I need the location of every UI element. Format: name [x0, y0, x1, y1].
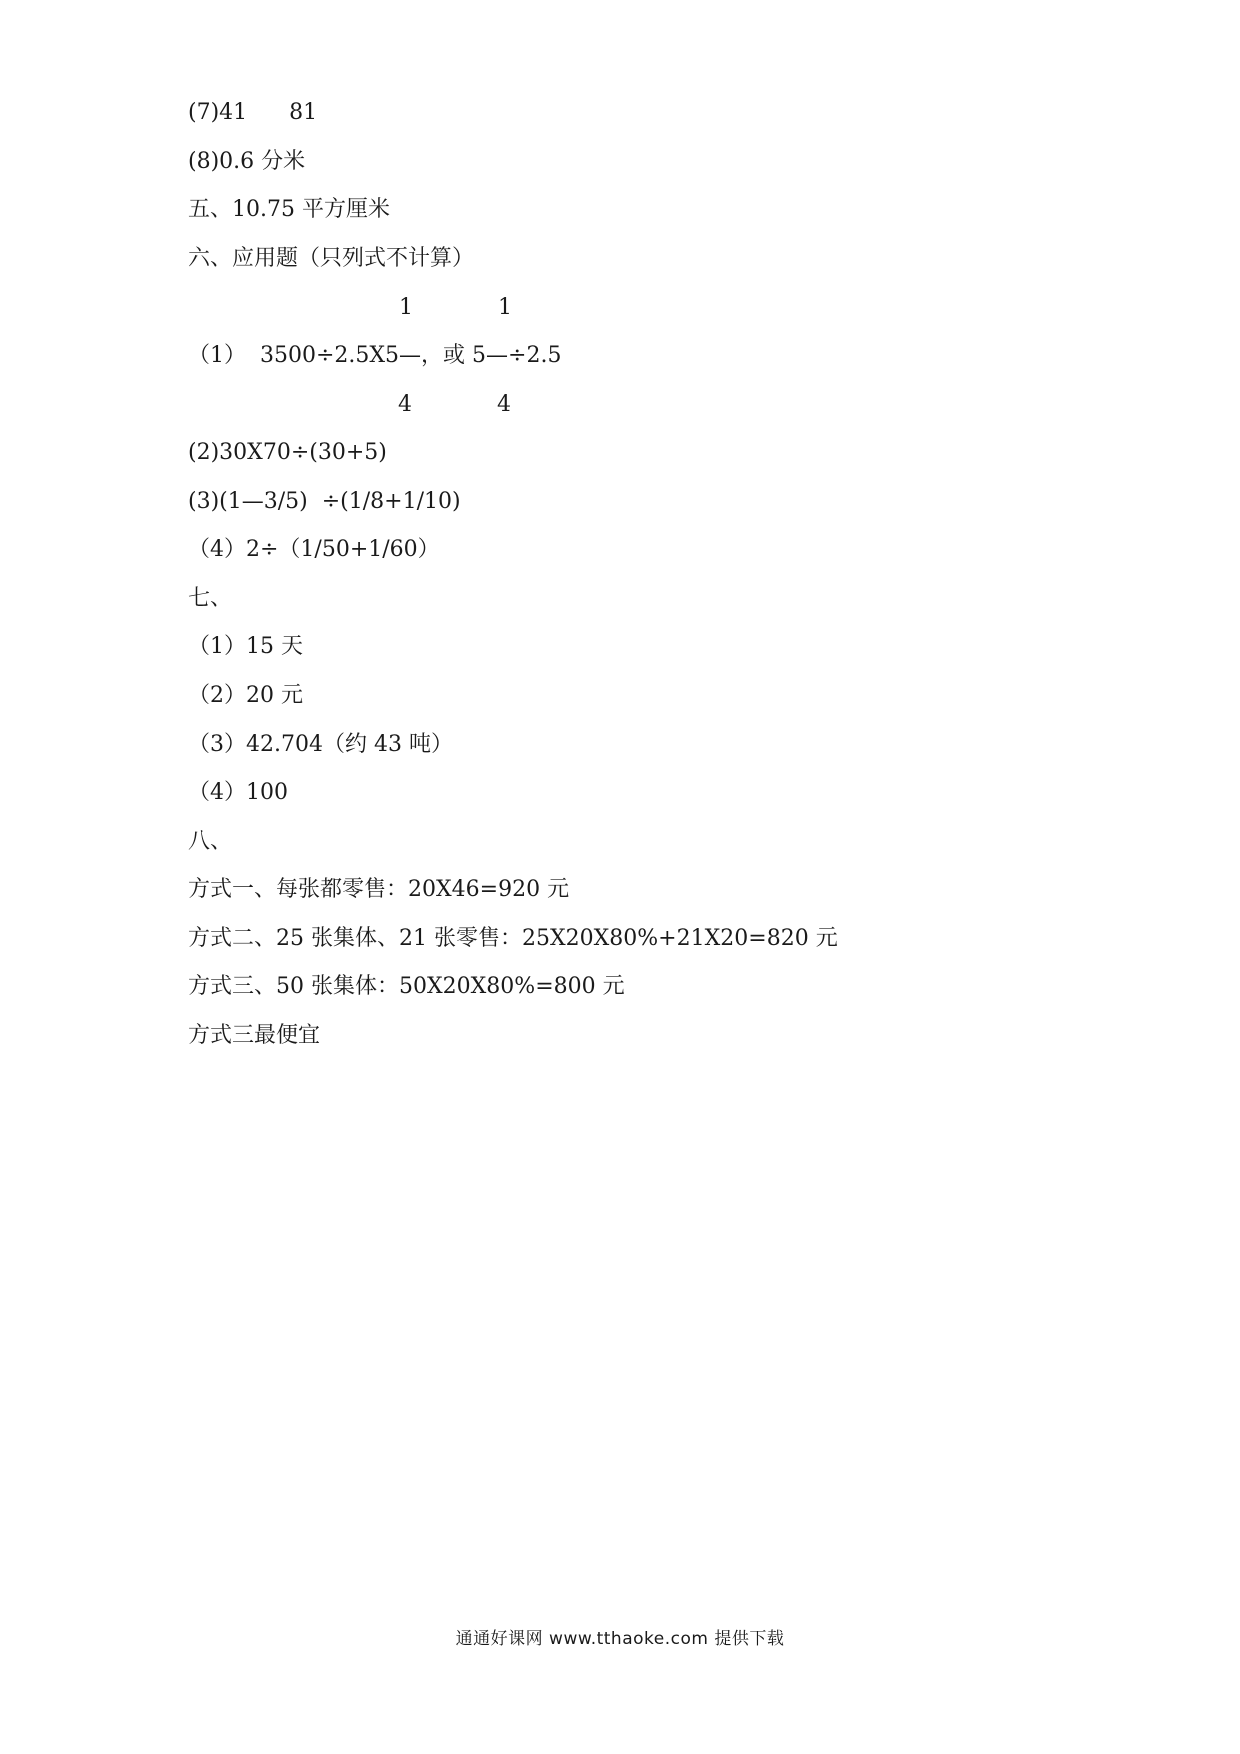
- section-8-method-2: 方式二、25 张集体、21 张零售：25X20X80%+21X20=820 元: [188, 926, 838, 951]
- section-8-heading: 八、: [188, 829, 233, 854]
- section-6-question-3: (3)(1—3/5) ÷(1/8+1/10): [188, 489, 461, 514]
- section-7-heading: 七、: [188, 586, 233, 611]
- page-footer: 通通好课网 www.tthaoke.com 提供下载: [455, 1629, 785, 1649]
- section-8-method-1: 方式一、每张都零售：20X46=920 元: [188, 877, 570, 902]
- section-7-question-3: （3）42.704（约 43 吨）: [188, 732, 453, 757]
- section-6-question-1: （1） 3500÷2.5X5—，或 5—÷2.5: [188, 343, 562, 368]
- answer-7: (7)41 81: [188, 100, 318, 125]
- section-8-conclusion: 方式三最便宜: [188, 1023, 321, 1048]
- fraction-numerator-2: 1: [498, 295, 512, 320]
- answer-8: (8)0.6 分米: [188, 149, 306, 174]
- section-6-question-2: (2)30X70÷(30+5): [188, 440, 387, 465]
- section-6-question-4: （4）2÷（1/50+1/60）: [188, 537, 440, 562]
- fraction-denominator-1: 4: [398, 392, 412, 417]
- section-7-question-2: （2）20 元: [188, 683, 303, 708]
- section-6-heading: 六、应用题（只列式不计算）: [188, 246, 475, 271]
- section-5-answer: 五、10.75 平方厘米: [188, 197, 390, 222]
- fraction-denominator-2: 4: [497, 392, 511, 417]
- section-7-question-4: （4）100: [188, 780, 288, 805]
- section-8-method-3: 方式三、50 张集体：50X20X80%=800 元: [188, 974, 625, 999]
- section-7-question-1: （1）15 天: [188, 634, 303, 659]
- fraction-numerator-1: 1: [399, 295, 413, 320]
